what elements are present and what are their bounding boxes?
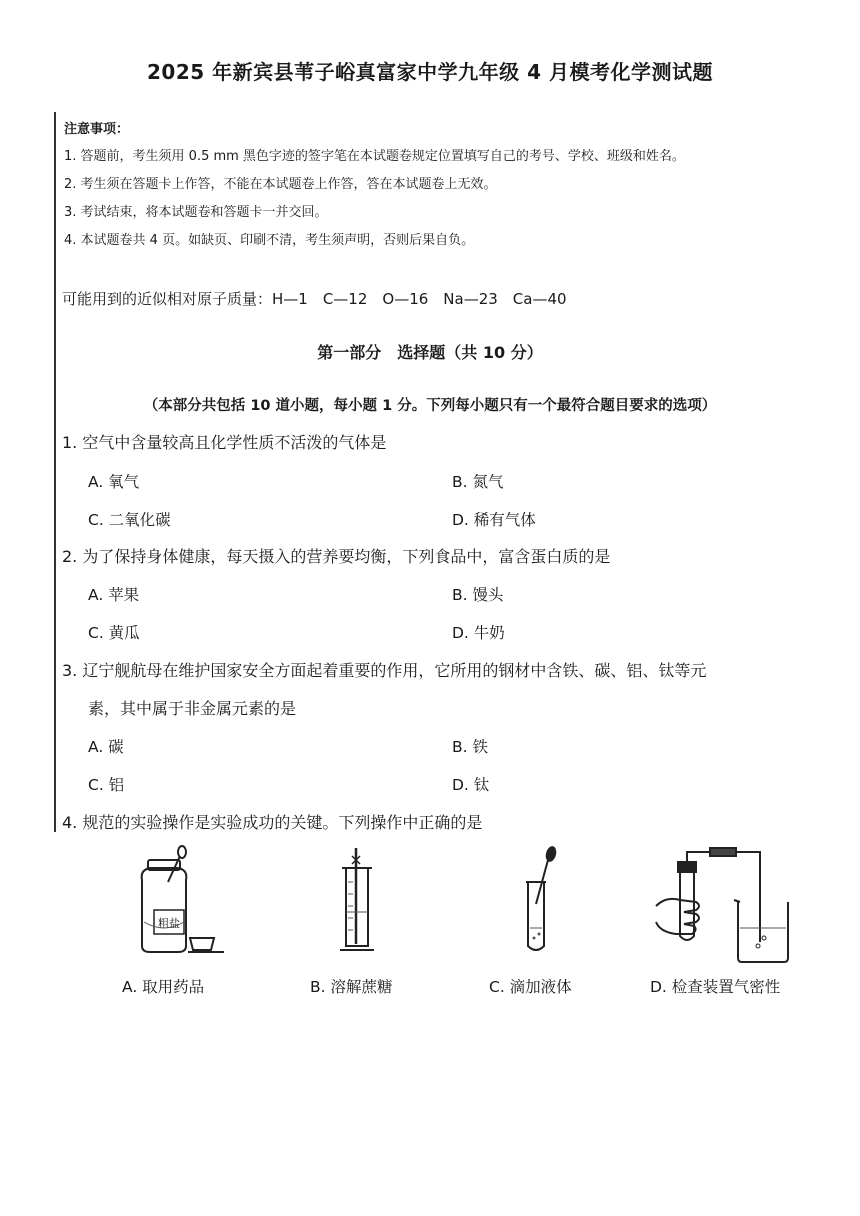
atomic-mass-line: 可能用到的近似相对原子质量：H—1 C—12 O—16 Na—23 Ca—40 [62, 290, 567, 308]
question-3-option-d: D. 钛 [452, 776, 490, 794]
section-note: （本部分共包括 10 道小题，每小题 1 分。下列每小题只有一个最符合题目要求的选项） [143, 398, 717, 414]
beaker-spout [734, 900, 740, 902]
question-2-option-b: B. 馒头 [452, 586, 504, 604]
notice-item: 1. 答题前，考生须用 0.5 mm 黑色字迹的签字笔在本试题卷规定位置填写自己的考号、学校、班级和姓名。 [64, 149, 685, 164]
notice-heading: 注意事项： [64, 122, 130, 137]
lid-dish [190, 938, 214, 950]
tube-connector [710, 848, 736, 856]
question-3-stem-line-1: 3. 辽宁舰航母在维护国家安全方面起着重要的作用，它所用的钢材中含铁、碳、铝、钛等元 [62, 661, 707, 680]
bubble [756, 944, 760, 948]
question-3-option-c: C. 铝 [88, 776, 125, 794]
page-title: 2025 年新宾县苇子峪真富家中学九年级 4 月模考化学测试题 [147, 60, 713, 84]
question-2-option-c: C. 黄瓜 [88, 624, 140, 642]
spoon-bowl [178, 846, 186, 858]
beaker [738, 902, 788, 962]
bubble [533, 937, 536, 940]
hand-outline [656, 899, 699, 934]
dropper-bulb [544, 845, 558, 863]
question-1-option-b: B. 氮气 [452, 473, 504, 491]
question-2-option-d: D. 牛奶 [452, 624, 505, 642]
figure-b-graduated-cylinder [322, 842, 392, 962]
figure-c-test-tube-dropper [508, 842, 568, 962]
figure-c-caption: C. 滴加液体 [489, 978, 572, 996]
cylinder-graduations [348, 882, 353, 930]
figure-d-caption: D. 检查装置气密性 [650, 978, 781, 996]
binding-line [54, 112, 56, 832]
test-tube [680, 870, 694, 940]
section-heading: 第一部分 选择题（共 10 分） [317, 343, 543, 362]
question-1-option-c: C. 二氧化碳 [88, 511, 171, 529]
question-1-option-d: D. 稀有气体 [452, 511, 536, 529]
question-3-option-a: A. 碳 [88, 738, 124, 756]
figure-b-caption: B. 溶解蔗糖 [310, 978, 393, 996]
question-2-stem: 2. 为了保持身体健康，每天摄入的营养要均衡，下列食品中，富含蛋白质的是 [62, 547, 611, 566]
bubble [538, 933, 541, 936]
notice-item: 4. 本试题卷共 4 页。如缺页、印刷不清，考生须声明，否则后果自负。 [64, 233, 475, 248]
jar-label-text: 粗盐 [158, 917, 180, 930]
notice-item: 3. 考试结束，将本试题卷和答题卡一并交回。 [64, 205, 328, 220]
bubble [762, 936, 766, 940]
notice-block [64, 118, 685, 255]
notice-item: 2. 考生须在答题卡上作答，不能在本试题卷上作答，答在本试题卷上无效。 [64, 177, 497, 192]
test-tube [528, 882, 544, 950]
figure-d-airtightness-setup [640, 842, 810, 972]
figure-a-caption: A. 取用药品 [122, 978, 205, 996]
question-2-option-a: A. 苹果 [88, 586, 140, 604]
figure-a-reagent-jar [120, 842, 240, 962]
rubber-stopper [678, 862, 696, 872]
question-1-option-a: A. 氧气 [88, 473, 140, 491]
question-4-stem: 4. 规范的实验操作是实验成功的关键。下列操作中正确的是 [62, 813, 483, 832]
question-1-stem: 1. 空气中含量较高且化学性质不活泼的气体是 [62, 433, 387, 452]
question-3-stem-line-2: 素，其中属于非金属元素的是 [88, 699, 297, 718]
question-3-option-b: B. 铁 [452, 738, 488, 756]
